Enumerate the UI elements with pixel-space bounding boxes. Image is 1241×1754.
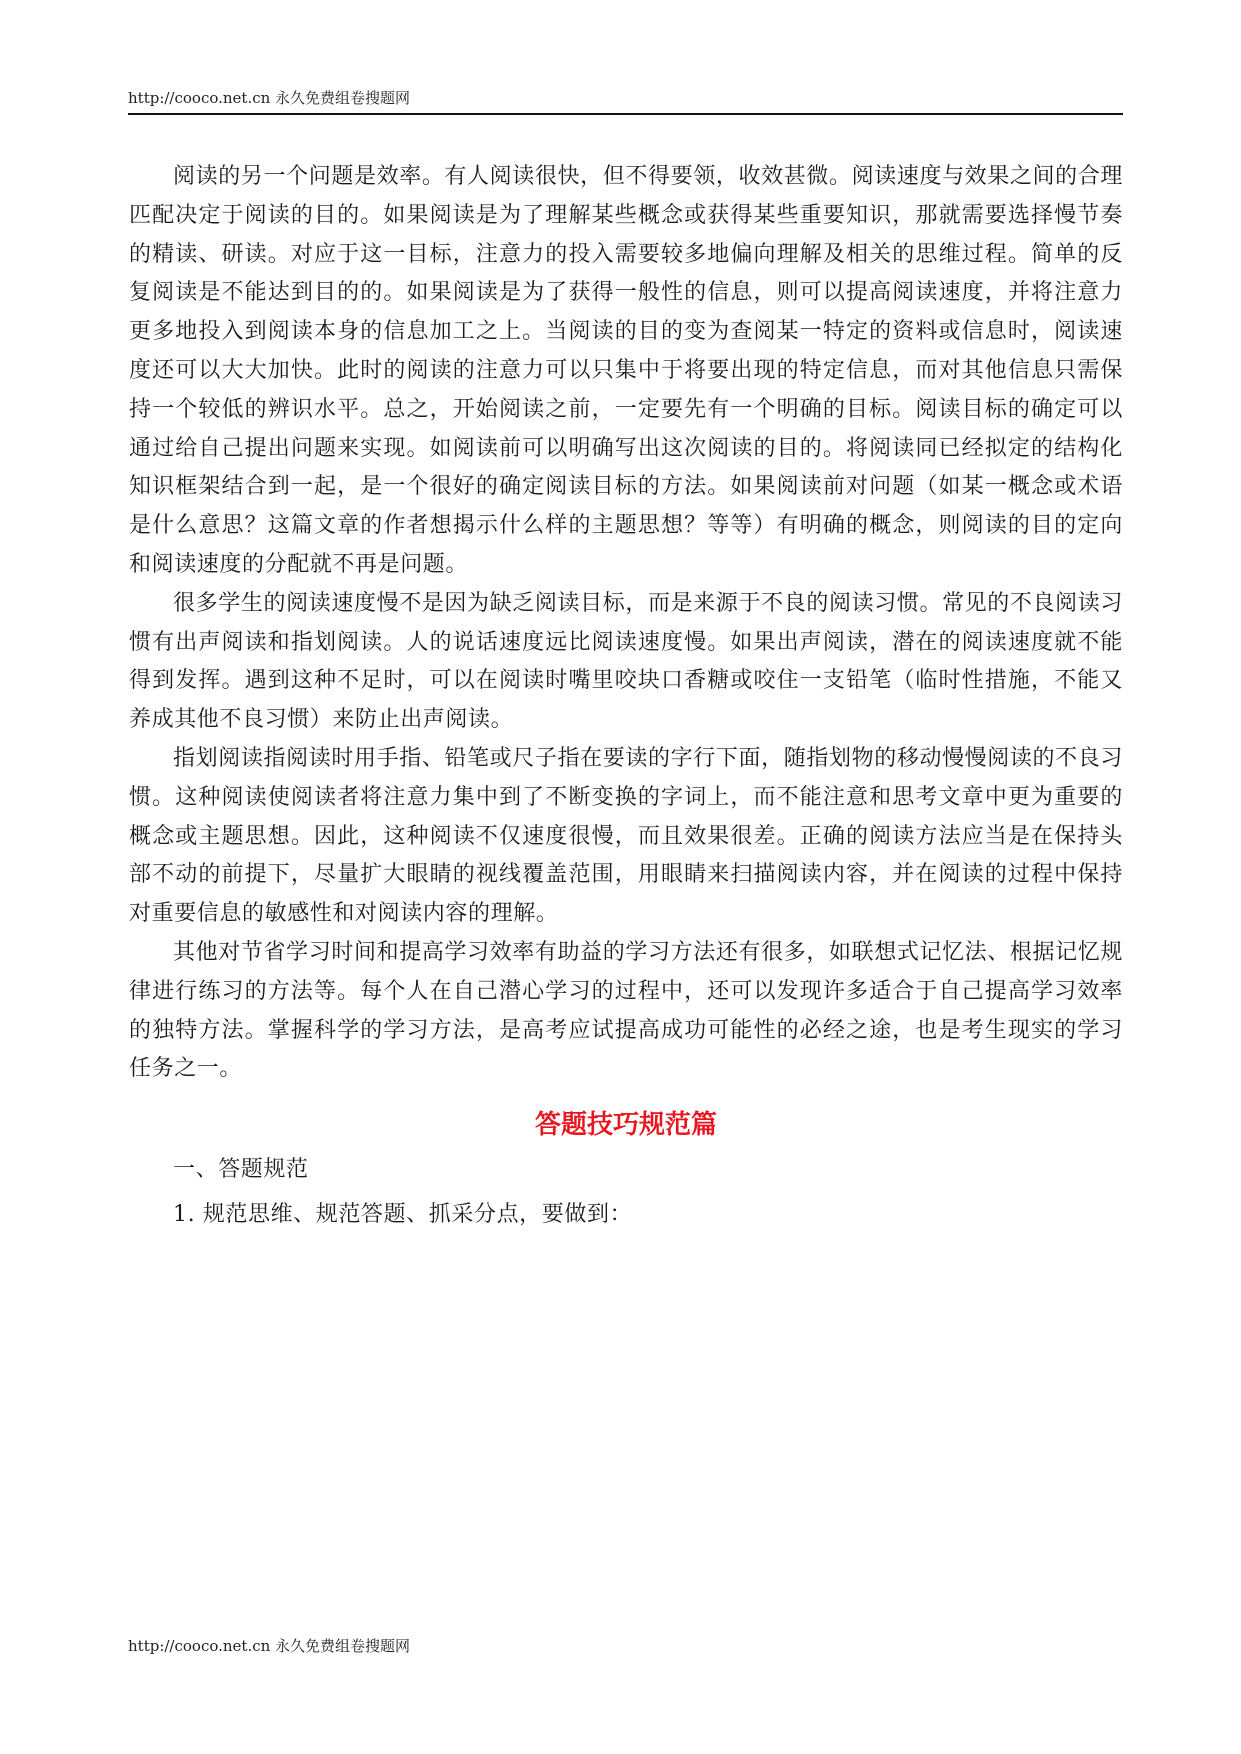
section-subheading: 一、答题规范 (173, 1157, 309, 1183)
paragraph-reading-habits: 很多学生的阅读速度慢不是因为缺乏阅读目标，而是来源于不良的阅读习惯。常见的不良阅读习惯有出声阅读和指划阅读。人的说话速度远比阅读速度慢。如果出声阅读，潜在的阅读速度就不能得到发挥。遇到这种不足时，可以在阅读时嘴里咬块口香糖或咬住一支铅笔（临时性措施，不能又养成其他不良习惯）来防止出声阅读。 (129, 590, 1123, 733)
paragraph-other-methods: 其他对节省学习时间和提高学习效率有助益的学习方法还有很多，如联想式记忆法、根据记忆规律进行练习的方法等。每个人在自己潜心学习的过程中，还可以发现许多适合于自己提高学习效率的独特方法。掌握科学的学习方法，是高考应试提高成功可能性的必经之途，也是考生现实的学习任务之一。 (129, 939, 1123, 1082)
paragraph-finger-pointing: 指划阅读指阅读时用手指、铅笔或尺子指在要读的字行下面，随指划物的移动慢慢阅读的不良习惯。这种阅读使阅读者将注意力集中到了不断变换的字词上，而不能注意和思考文章中更为重要的概念或主题思想。因此，这种阅读不仅速度很慢，而且效果很差。正确的阅读方法应当是在保持头部不动的前提下，尽量扩大眼睛的视线覆盖范围，用眼睛来扫描阅读内容，并在阅读的过程中保持对重要信息的敏感性和对阅读内容的理解。 (129, 745, 1123, 927)
header-divider (128, 113, 1123, 115)
section-item: 1. 规范思维、规范答题、抓采分点，要做到： (173, 1201, 633, 1227)
page-footer: http://cooco.net.cn 永久免费组卷搜题网 (128, 1637, 411, 1655)
header-site-text: http://cooco.net.cn 永久免费组卷搜题网 (128, 89, 411, 107)
page-header (128, 88, 1123, 116)
section-title: 答题技巧规范篇 (534, 1110, 717, 1141)
document-body (129, 158, 1123, 1235)
paragraph-reading-efficiency: 阅读的另一个问题是效率。有人阅读很快，但不得要领，收效甚微。阅读速度与效果之间的合理匹配决定于阅读的目的。如果阅读是为了理解某些概念或获得某些重要知识，那就需要选择慢节奏的精读、研读。对应于这一目标，注意力的投入需要较多地偏向理解及相关的思维过程。简单的反复阅读是不能达到目的的。如果阅读是为了获得一般性的信息，则可以提高阅读速度，并将注意力更多地投入到阅读本身的信息加工之上。当阅读的目的变为查阅某一特定的资料或信息时，阅读速度还可以大大加快。此时的阅读的注意力可以只集中于将要出现的特定信息，而对其他信息只需保持一个较低的辨识水平。总之，开始阅读之前，一定要先有一个明确的目标。阅读目标的确定可以通过给自己提出问题来实现。如阅读前可以明确写出这次阅读的目的。将阅读同已经拟定的结构化知识框架结合到一起，是一个很好的确定阅读目标的方法。如果阅读前对问题（如某一概念或术语是什么意思？这篇文章的作者想揭示什么样的主题思想？等等）有明确的概念，则阅读的目的定向和阅读速度的分配就不再是问题。 (129, 164, 1123, 577)
